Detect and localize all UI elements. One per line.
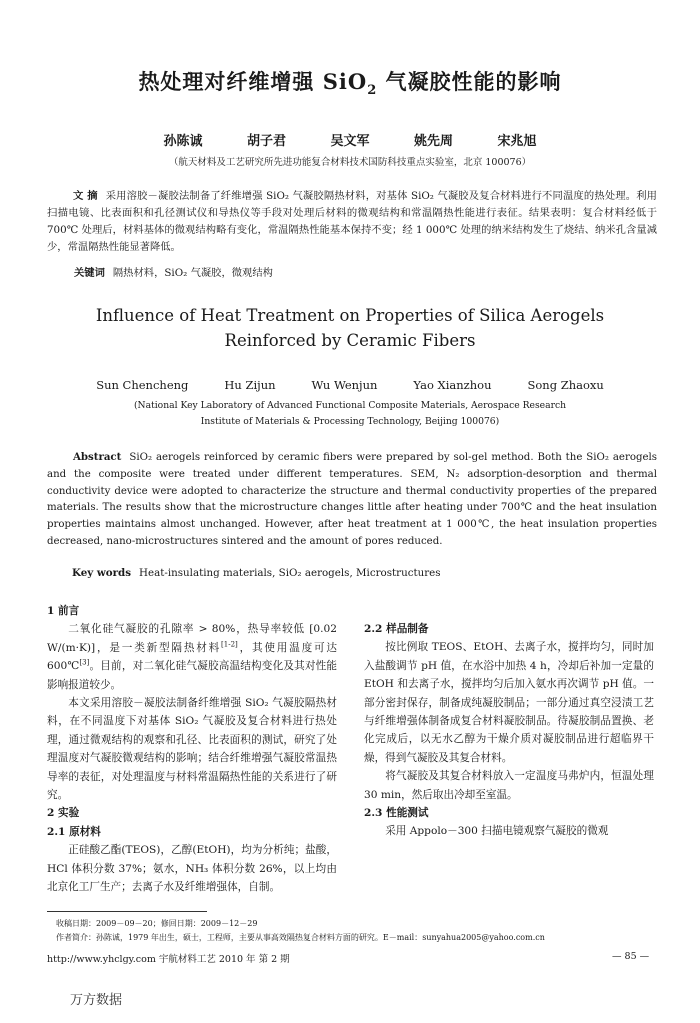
paragraph: 将气凝胶及其复合材料放入一定温度马弗炉内，恒温处理 30 min，然后取出冷却至室温。 <box>364 770 654 801</box>
subsection-heading: 2.3 性能测试 <box>364 807 429 820</box>
paper-title-en: Influence of Heat Treatment on Properties of Silica Aerogels Reinforced by Ceramic Fibers <box>95 306 605 350</box>
page-number: — 85 — <box>612 951 650 962</box>
keywords-cn: 关键词 隔热材料，SiO₂ 气凝胶，微观结构 <box>74 267 273 279</box>
subsection-heading: 2.1 原材料 <box>47 825 101 838</box>
authors-en: Sun Chencheng Hu Zijun Wu Wenjun Yao Xianzhou Song Zhaoxu <box>96 378 604 392</box>
abstract-en-text: SiO₂ aerogels reinforced by ceramic fibers were prepared by sol-gel method. Both the SiO₂ aerogels and the composite were treated under different temperatures. SEM, N₂ adsorption-desorption and thermal conductivity device were adopted to characterize the structure and thermal conductivity properties of the prepared materials. The results show that the microstructure changes little after heating under 700℃ and the heat insulation properties maintains almost unchanged. However, after heat treatment at 1 000℃, the heat insulation properties decreased, nano-microstructures sintered and the amount of pores reduced. <box>47 452 657 547</box>
footnote-author: 作者简介：孙陈诚，1979 年出生，硕士，工程师，主要从事高效隔热复合材料方面的研究。E－mail：sunyahua2005@yahoo.com.cn <box>56 933 545 942</box>
section-heading: 1 前言 <box>47 605 80 617</box>
paragraph: 二氧化硅气凝胶的孔隙率 > 80%，热导率较低 [0.02 W/(m·K)]，是一类新型隔热材料[1-2]，其使用温度可达 600℃[3]。目前，对二氧化硅气凝胶高温结构变化及其对性能影响报道较少。 <box>47 623 337 691</box>
body-column-left <box>47 602 337 897</box>
paragraph: 采用 Appolo－300 扫描电镜观察气凝胶的微观 <box>385 825 609 838</box>
paragraph: 按比例取 TEOS、EtOH、去离子水，搅拌均匀，同时加入盐酸调节 pH 值，在水浴中加热 4 h，冷却后补加一定量的 EtOH 和去离子水，搅拌均匀后加入氨水再次调节 pH 值。一部分密封保存，制备成纯凝胶制品；一部分通过真空浸渍工艺与纤维增强体制备成复合材料凝胶制品。待凝胶制品置换、老化完成后，以无水乙醇为干燥介质对凝胶制品进行超临界干燥，得到气凝胶及其复合材料。 <box>364 641 654 764</box>
abstract-cn-label: 文 摘 <box>73 190 98 202</box>
footnote-divider <box>47 911 207 912</box>
body-column-right <box>364 620 654 841</box>
affiliation-en: (National Key Laboratory of Advanced Functional Composite Materials, Aerospace Research Institute of Materials & Processing Technology, Beijing 100076) <box>133 400 567 427</box>
paper-title-cn: 热处理对纤维增强 SiO$_2$ 气凝胶性能的影响 <box>138 69 562 99</box>
keywords-en: Key words Heat-insulating materials, SiO₂ aerogels, Microstructures <box>72 567 441 579</box>
paragraph: 本文采用溶胶－凝胶法制备纤维增强 SiO₂ 气凝胶隔热材料，在不同温度下对基体 SiO₂ 气凝胶及复合材料进行热处理，通过微观结构的观察和孔径、比表面积的测试，研究了处理温度对气凝胶微观结构的影响；结合纤维增强气凝胶常温热导率的表征，对处理温度与材料常温隔热性能的关系进行了研究。 <box>47 697 337 802</box>
abstract-cn-text: 采用溶胶－凝胶法制备了纤维增强 SiO₂ 气凝胶隔热材料，对基体 SiO₂ 气凝胶及复合材料进行不同温度的热处理。利用扫描电镜、比表面积和孔径测试仪和导热仪等手段对处理后材料的微观结构和常温隔热性能进行表征。结果表明：复合材料经低于 700℃ 处理后，材料基体的微观结构略有变化，常温隔热性能基本保持不变；经 1 000℃ 处理的纳米结构发生了烧结、纳米孔含量减少，常温隔热性能显著降低。 <box>47 190 657 253</box>
journal-footer: http://www.yhclgy.com 宇航材料工艺 2010 年 第 2 期 <box>47 954 290 965</box>
paragraph: 正硅酸乙酯(TEOS)，乙醇(EtOH)，均为分析纯；盐酸，HCl 体积分数 37%；氨水，NH₃ 体积分数 26%，以上均由北京化工厂生产；去离子水及纤维增强体，自制。 <box>47 844 337 894</box>
footnote-dates: 收稿日期：2009－09－20；修回日期：2009－12－29 <box>56 919 258 928</box>
section-heading: 2 实验 <box>47 807 80 820</box>
subsection-heading: 2.2 样品制备 <box>364 623 429 635</box>
authors-cn: 孙陈诚 胡子君 吴文军 姚先周 宋兆旭 <box>163 134 537 149</box>
abstract-cn <box>47 188 657 256</box>
abstract-en-label: Abstract <box>73 451 122 463</box>
affiliation-cn: （航天材料及工艺研究所先进功能复合材料技术国防科技重点实验室，北京 100076） <box>168 157 532 168</box>
watermark: 万方数据 <box>70 993 123 1008</box>
abstract-en <box>47 449 657 551</box>
